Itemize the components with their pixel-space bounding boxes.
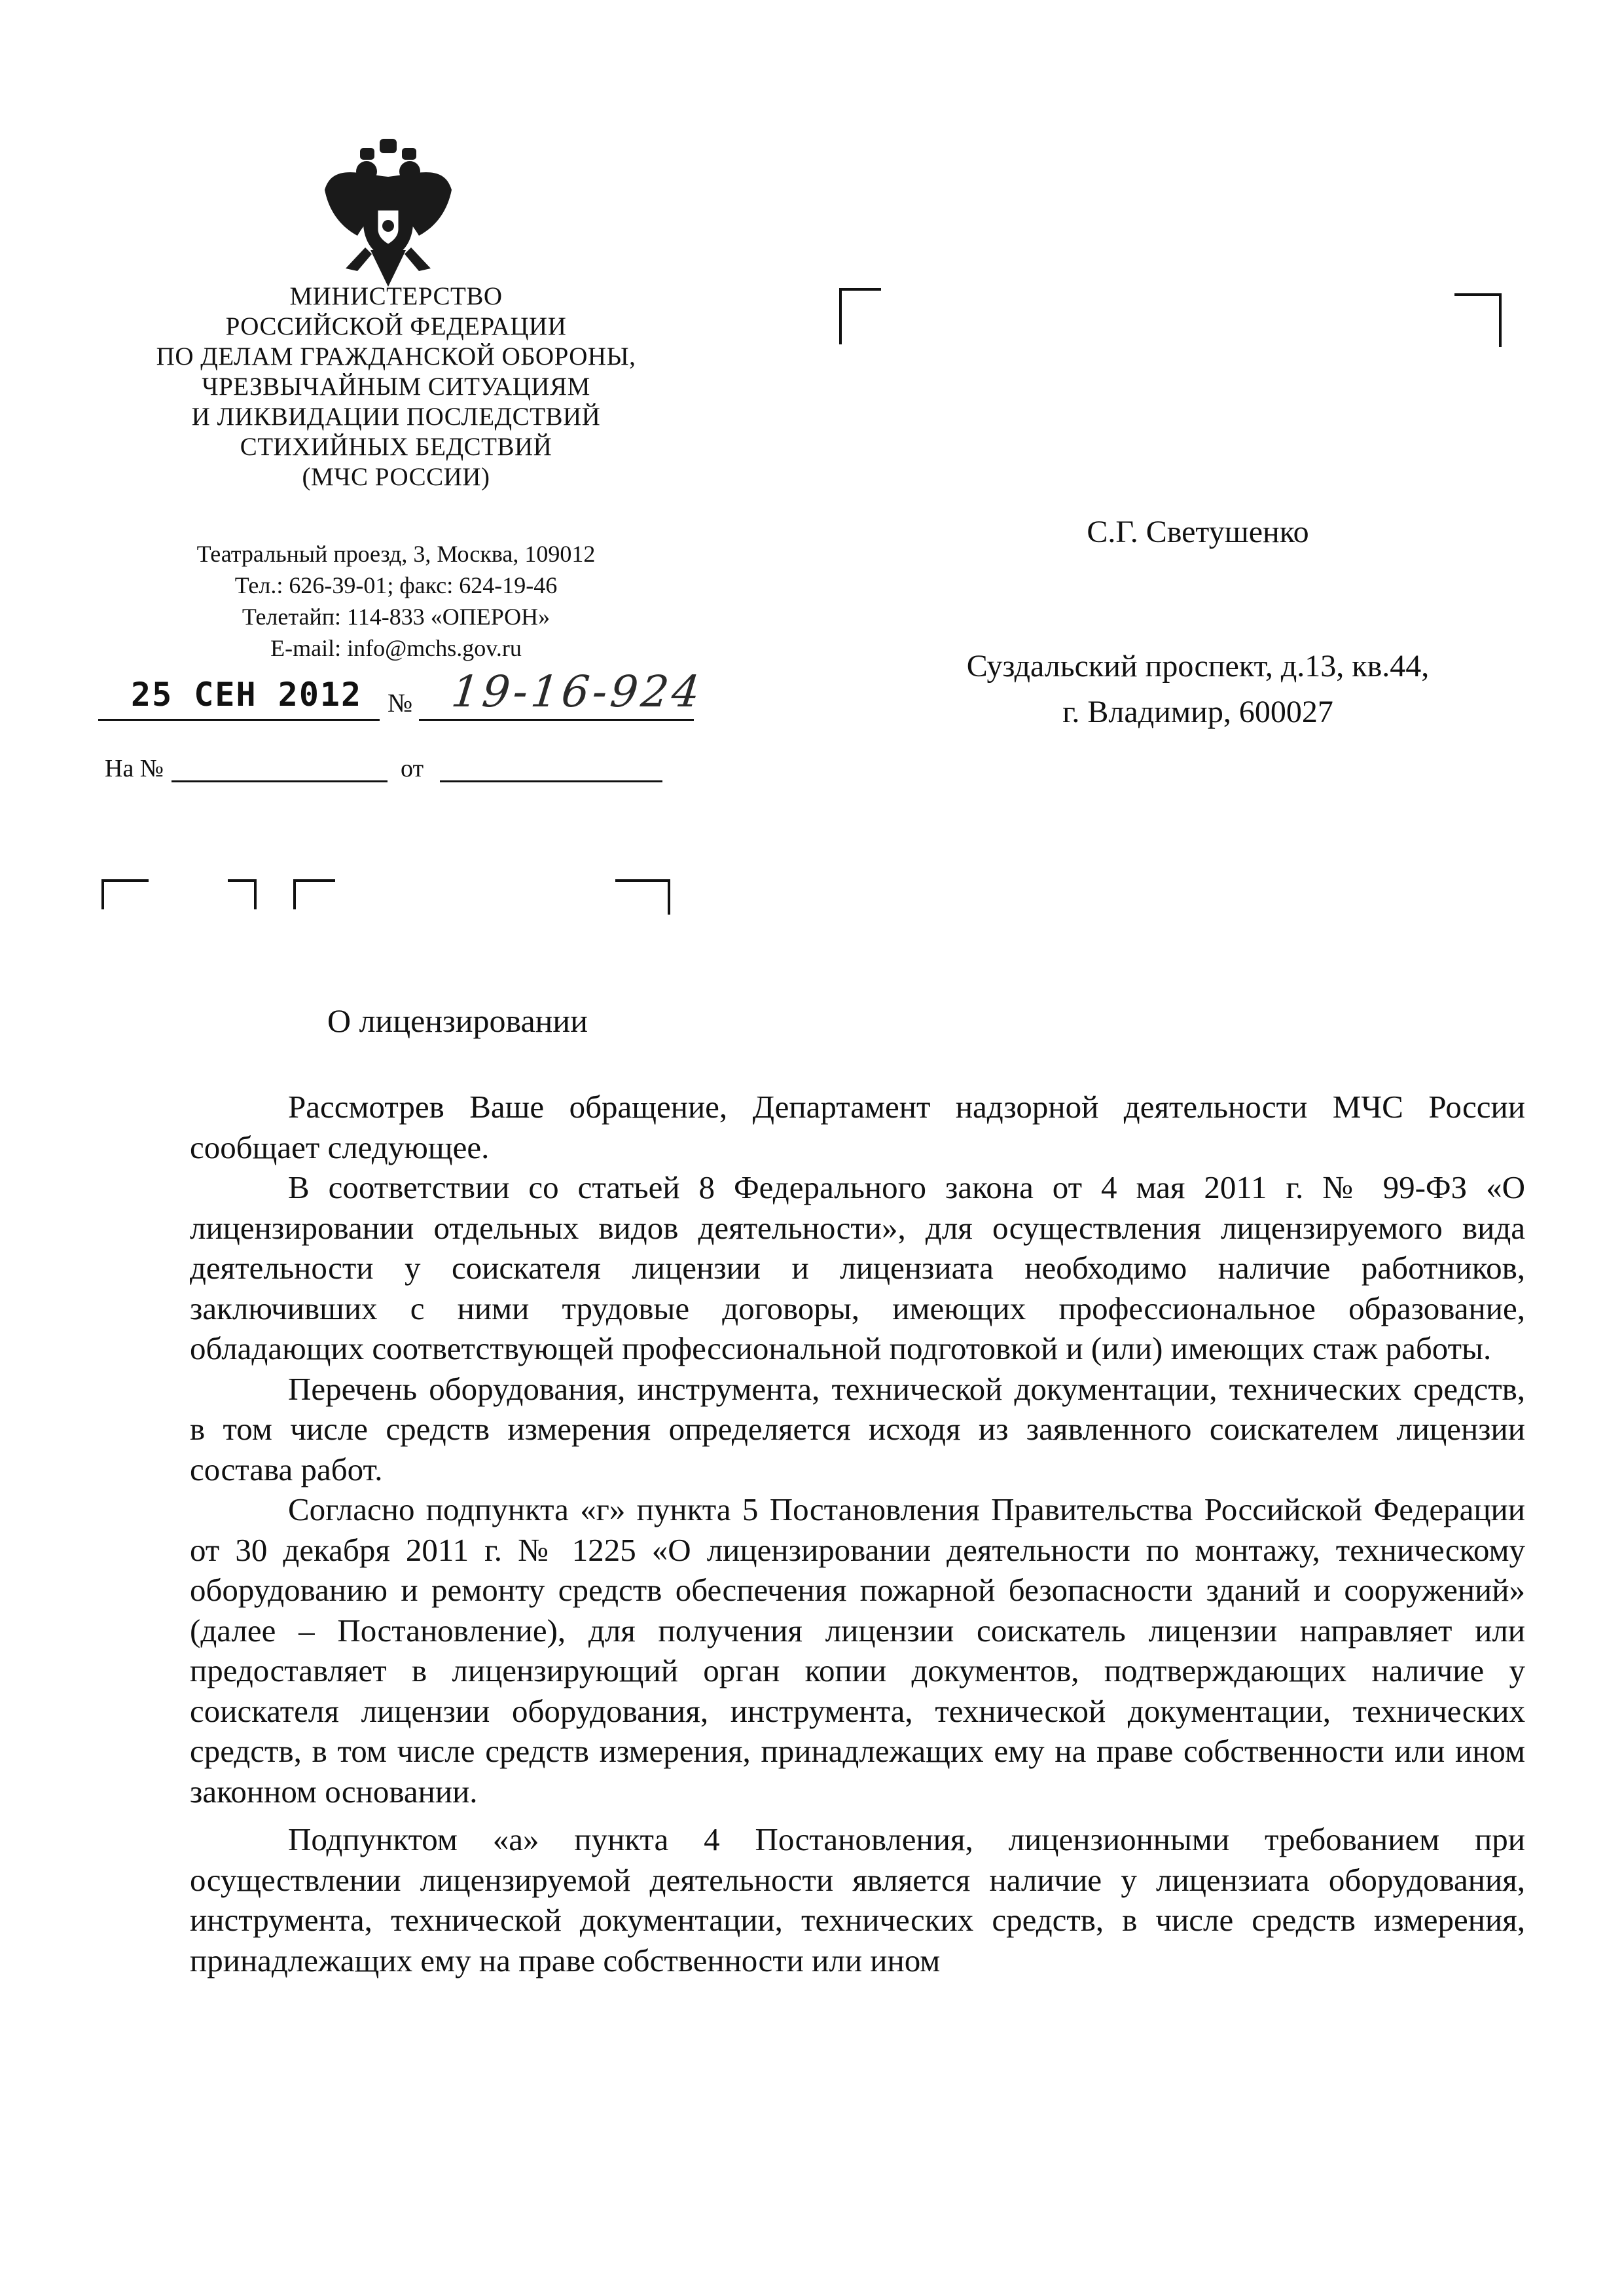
subject-corner-mid-right	[228, 879, 257, 909]
addressee-name: С.Г. Светушенко	[1087, 515, 1309, 549]
date-underline	[98, 719, 380, 721]
date-stamp: 25 СЕН 2012	[131, 676, 363, 714]
contact-teletype: Телетайп: 114-833 «ОПЕРОН»	[242, 604, 550, 630]
reference-number-label: На №	[105, 755, 164, 782]
letter-body	[190, 1087, 1525, 1980]
body-paragraph: Перечень оборудования, инструмента, технической документации, технических средств, в том числе средств измерения определяется исходя из заявленного соискателем лицензии состава работ.	[190, 1370, 1525, 1487]
addressee-address-line2: г. Владимир, 600027	[1062, 695, 1333, 729]
contact-phone: Тел.: 626-39-01; факс: 624-19-46	[234, 572, 558, 598]
subject-corner-mid-left	[293, 879, 335, 909]
body-paragraph: Согласно подпункта «г» пункта 5 Постановления Правительства Российской Федерации от 30 декабря 2011 г. № 1225 «О лицензировании деятельности по монтажу, техническому оборудованию и ремонту средств обеспечения пожарной безопасности зданий и сооружений» (далее – Постановление), для получения лицензии соискатель лицензии направляет или предоставляет в лицензирующий орган копии документов, подтверждающих наличие у соискателя лицензии оборудования, инструмента, технической документации, технических средств, в том числе средств измерения, принадлежащих ему на праве собственности или ином законном основании.	[190, 1491, 1525, 1810]
ministry-line: СТИХИЙНЫХ БЕДСТВИЙ	[240, 433, 552, 461]
letter-subject: О лицензировании	[327, 1002, 588, 1039]
ministry-line: (МЧС РОССИИ)	[302, 463, 490, 491]
ministry-contacts	[98, 538, 694, 664]
reference-date-blank	[440, 780, 662, 782]
number-sign: №	[388, 688, 413, 718]
subject-corner-right	[615, 879, 670, 915]
addressee-address-line1: Суздальский проспект, д.13, кв.44,	[966, 649, 1430, 683]
coat-of-arms-icon	[319, 137, 457, 289]
ministry-line: РОССИЙСКОЙ ФЕДЕРАЦИИ	[225, 312, 567, 340]
ministry-line: ПО ДЕЛАМ ГРАЖДАНСКОЙ ОБОРОНЫ,	[156, 342, 636, 371]
contact-address: Театральный проезд, 3, Москва, 109012	[196, 541, 596, 567]
ministry-name	[98, 282, 694, 492]
body-paragraph: Рассмотрев Ваше обращение, Департамент надзорной деятельности МЧС России сообщает следующее.	[190, 1089, 1525, 1165]
contact-email: E-mail: info@mchs.gov.ru	[270, 635, 522, 661]
ministry-line: ЧРЕЗВЫЧАЙНЫМ СИТУАЦИЯМ	[202, 373, 590, 401]
registration-number: 19-16-924	[448, 666, 706, 717]
ministry-line: МИНИСТЕРСТВО	[289, 282, 503, 310]
number-underline	[419, 719, 694, 721]
reference-date-label: от	[401, 755, 424, 782]
addressee-corner-top-left	[839, 288, 881, 344]
body-paragraph: В соответствии со статьей 8 Федерального закона от 4 мая 2011 г. № 99-ФЗ «О лицензировании отдельных видов деятельности», для осуществления лицензируемого вида деятельности у соискателя лицензии и лицензиата необходимо наличие работников, заключивших с ними трудовые договоры, имеющих профессиональное образование, обладающих соответствующей профессиональной подготовкой и (или) имеющих стаж работы.	[190, 1169, 1525, 1366]
body-paragraph: Подпунктом «а» пункта 4 Постановления, лицензионными требованием при осуществлении лицензируемой деятельности является наличие у лицензиата оборудования, инструмента, технической документации, технических средств, в числе средств измерения, принадлежащих ему на праве собственности или ином	[190, 1821, 1525, 1978]
addressee-corner-top-right	[1454, 293, 1502, 347]
reference-number-blank	[171, 780, 388, 782]
ministry-line: И ЛИКВИДАЦИИ ПОСЛЕДСТВИЙ	[191, 403, 601, 431]
subject-corner-left	[101, 879, 149, 909]
